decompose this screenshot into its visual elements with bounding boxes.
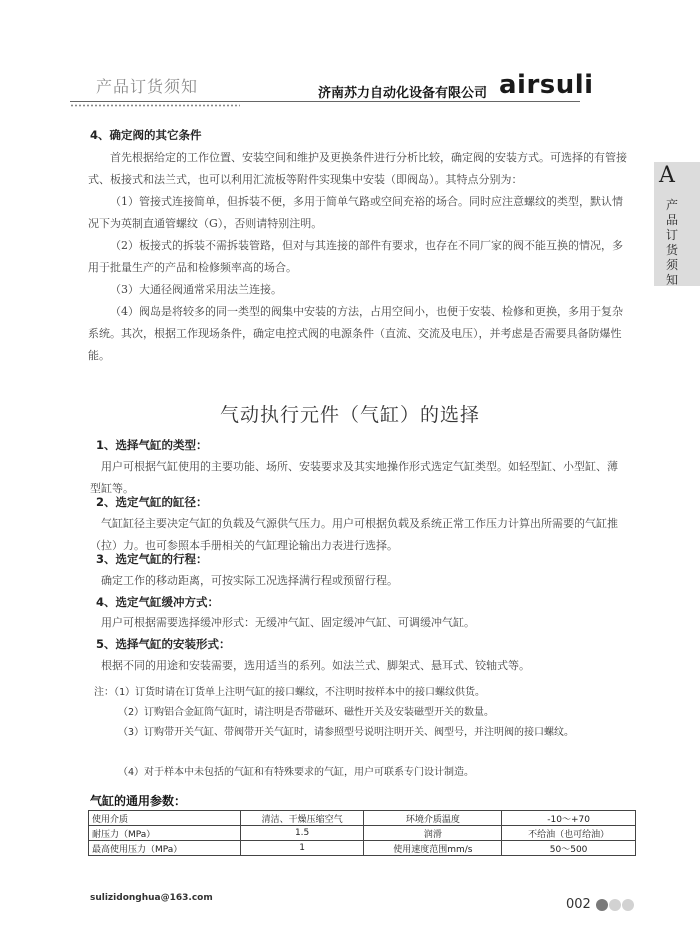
header-title: 产品订货须知 [96, 77, 199, 96]
order-note: 注：（1）订货时请在订货单上注明气缸的接口螺纹，不注明时按样本中的接口螺纹供货。 [94, 687, 486, 698]
table-cell: 50～500 [502, 841, 636, 856]
valve-paragraph: 首先根据给定的工作位置、安装空间和维护及更换条件进行分析比较，确定阀的安装方式。可选择的有管接式、板接式和法兰式，也可以利用汇流板等附件实现集中安装（即阀岛）。其特点分别为： [88, 151, 627, 186]
cylinder-item-text: 确定工作的移动距离，可按实际工况选择满行程或预留行程。 [101, 574, 398, 587]
table-cell: 环境介质温度 [364, 811, 502, 826]
valve-heading: 4、确定阀的其它条件 [90, 128, 202, 142]
params-title: 气缸的通用参数： [90, 794, 187, 808]
table-row [89, 826, 636, 841]
footer-email: sulizidonghua@163.com [90, 893, 213, 903]
order-note: （2）订购铝合金缸筒气缸时，请注明是否带磁环、磁性开关及安装磁型开关的数量。 [118, 707, 495, 718]
table-cell: 清洁、干燥压缩空气 [240, 811, 364, 826]
page-dot-active [596, 899, 608, 911]
cylinder-item-heading: 4、选定气缸缓冲方式： [96, 595, 220, 609]
valve-paragraph: （3）大通径阀通常采用法兰连接。 [110, 283, 282, 296]
header-rule [70, 101, 580, 102]
brand-logo: airsuli [499, 70, 594, 100]
cylinder-item-text: 用户可根据需要选择缓冲形式：无缓冲气缸、固定缓冲气缸、可调缓冲气缸。 [101, 616, 475, 629]
table-cell: 最高使用压力（MPa） [89, 841, 241, 856]
header-dotted-rule [70, 104, 240, 107]
table-cell: 使用速度范围mm/s [364, 841, 502, 856]
table-cell: 1.5 [240, 826, 364, 841]
side-tab-letter: A [659, 163, 675, 188]
table-cell: 润滑 [364, 826, 502, 841]
cylinder-item-text: 根据不同的用途和安装需要，选用适当的系列。如法兰式、脚架式、悬耳式、铰轴式等。 [101, 659, 530, 672]
table-row [89, 841, 636, 856]
table-cell: 使用介质 [89, 811, 241, 826]
cylinder-item-heading: 3、选定气缸的行程： [96, 552, 208, 566]
valve-paragraph: （1）管接式连接简单，但拆装不便，多用于简单气路或空间充裕的场合。同时应注意螺纹的类型，默认情况下为英制直通管螺纹（G），否则请特别注明。 [88, 195, 623, 230]
table-cell: -10～+70 [502, 811, 636, 826]
cylinder-item-heading: 2、选定气缸的缸径： [96, 495, 208, 509]
valve-paragraph: （4）阀岛是将较多的同一类型的阀集中安装的方法，占用空间小，也便于安装、检修和更换，多用于复杂系统。其次，根据工作现场条件，确定电控式阀的电源条件（直流、交流及电压），并考虑是否需要具备防爆性能。 [88, 305, 623, 362]
cylinder-item-heading: 5、选择气缸的安装形式： [96, 637, 231, 651]
page-dot [609, 899, 621, 911]
table-row [89, 811, 636, 826]
page-dot [622, 899, 634, 911]
page-number: 002 [566, 897, 591, 912]
table-cell: 不给油（也可给油） [502, 826, 636, 841]
order-note: （3）订购带开关气缸、带阀带开关气缸时，请参照型号说明注明开关、阀型号，并注明阀的接口螺纹。 [118, 727, 575, 738]
table-cell: 耐压力（MPa） [89, 826, 241, 841]
section-title: 气动执行元件（气缸）的选择 [219, 404, 480, 426]
company-name: 济南苏力自动化设备有限公司 [318, 86, 488, 101]
order-note: （4）对于样本中未包括的气缸和有特殊要求的气缸，用户可联系专门设计制造。 [118, 767, 475, 778]
params-table [88, 810, 636, 856]
cylinder-item-text: 气缸缸径主要决定气缸的负载及气源供气压力。用户可根据负载及系统正常工作压力计算出所需要的气缸推（拉）力。也可参照本手册相关的气缸理论输出力表进行选择。 [90, 517, 618, 552]
valve-paragraph: （2）板接式的拆装不需拆装管路，但对与其连接的部件有要求，也存在不同厂家的阀不能互换的情况，多用于批量生产的产品和检修频率高的场合。 [88, 239, 623, 274]
side-tab-label: 产品订货须知 [665, 198, 678, 287]
cylinder-item-heading: 1、选择气缸的类型： [96, 438, 208, 452]
table-cell: 1 [240, 841, 364, 856]
cylinder-item-text: 用户可根据气缸使用的主要功能、场所、安装要求及其实地操作形式选定气缸类型。如轻型缸、小型缸、薄型缸等。 [90, 460, 618, 495]
